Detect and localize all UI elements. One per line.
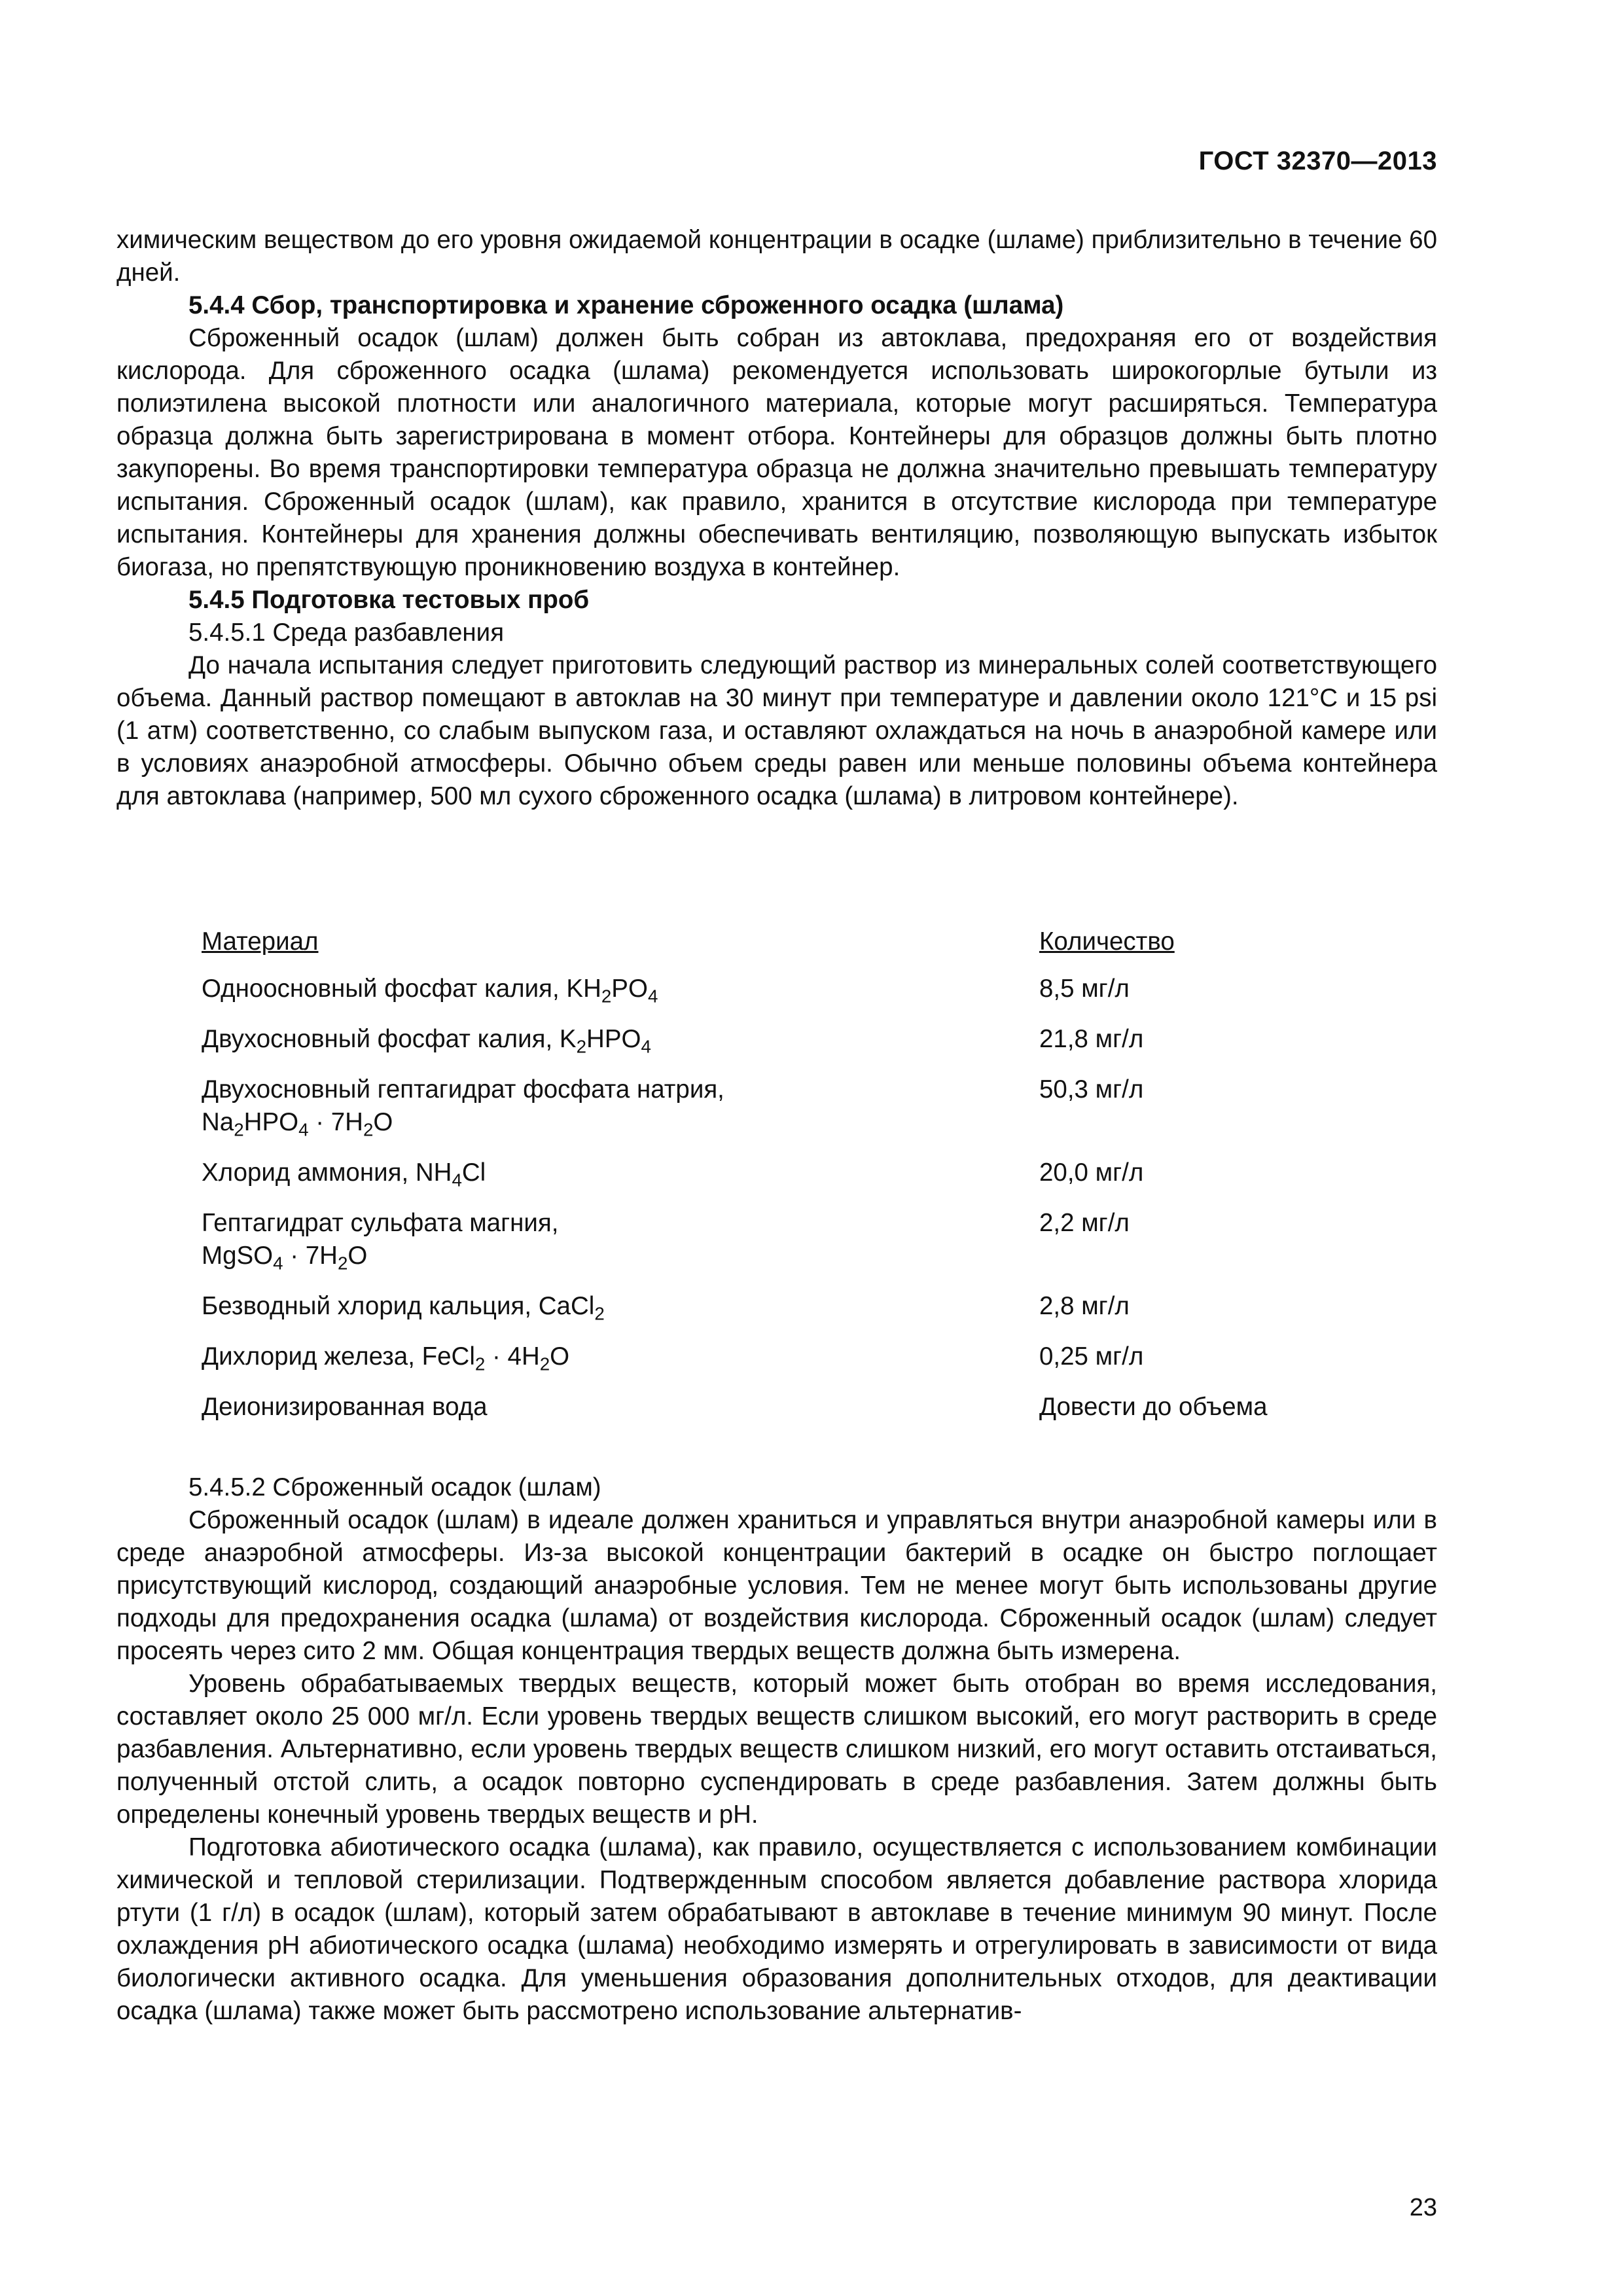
- body-text-top: [116, 224, 1437, 813]
- page-number: 23: [1409, 2194, 1437, 2221]
- table-row: [202, 1290, 1425, 1340]
- chemical-formula: MgSO$_4$ · $7H_2O$: [202, 1242, 368, 1274]
- material-cell: Безводный хлорид кальция, CaCl$_2$: [202, 1292, 605, 1324]
- paragraph-continuation: химическим веществом до его уровня ожидаемой концентрации в осадке (шламе) приблизительно в течение 60 дней.: [116, 226, 1437, 287]
- table-row: [202, 1391, 1425, 1441]
- subsection-heading-5-4-5-1: 5.4.5.1 Среда разбавления: [188, 619, 505, 647]
- document-page: [116, 0, 1437, 2296]
- quantity-cell: 2,2 мг/л: [1039, 1209, 1130, 1237]
- body-text-bottom: [116, 1471, 1437, 2028]
- table-row: [202, 973, 1425, 1023]
- table-row: [202, 1340, 1425, 1391]
- section-heading-5-4-4: 5.4.4 Сбор, транспортировка и хранение сброженного осадка (шлама): [188, 291, 1064, 319]
- material-cell: Хлорид аммония, $NH_4Cl$: [202, 1158, 486, 1191]
- material-cell: Деионизированная вода: [202, 1393, 488, 1421]
- quantity-cell: 21,8 мг/л: [1039, 1025, 1144, 1053]
- table-row: [202, 1023, 1425, 1073]
- paragraph-5-4-5-1: До начала испытания следует приготовить следующий раствор из минеральных солей соответствующего объема. Данный раствор помещают в автоклав на 30 минут при температуре и давлении около 121°С и 15 psi (1 атм) соответственно, со слабым выпуском газа, и оставляют охлаждаться на ночь в анаэробной камере или в условиях анаэробной атмосферы. Обычно объем среды равен или меньше половины объема контейнера для автоклава (например, 500 мл сухого сброженного осадка (шлама) в литровом контейнере).: [116, 651, 1437, 810]
- quantity-cell: 0,25 мг/л: [1039, 1342, 1144, 1371]
- chemical-formula: $K_2HPO_4$: [559, 1025, 651, 1057]
- quantity-cell: 2,8 мг/л: [1039, 1292, 1130, 1320]
- table-row: [202, 1073, 1425, 1157]
- subsection-heading-5-4-5-2: 5.4.5.2 Сброженный осадок (шлам): [188, 1473, 601, 1501]
- table-row: [202, 1207, 1425, 1290]
- chemical-formula: $NH_4Cl$: [415, 1158, 486, 1191]
- column-header-material: Материал: [202, 927, 319, 956]
- quantity-cell: Довести до объема: [1039, 1393, 1268, 1421]
- paragraph-5-4-5-2-c: Подготовка абиотического осадка (шлама), как правило, осуществляется с использованием комбинации химической и тепловой стерилизации. Подтвержденным способом является добавление раствора хлорида ртути (1 г/л) в осадок (шлам), который затем обрабатывают в автоклаве в течение минимум 90 минут. После охлаждения рН абиотического осадка (шлама) необходимо измерять и отрегулировать в зависимости от вида биологически активного осадка. Для уменьшения образования дополнительных отходов, для деактивации осадка (шлама) также может быть рассмотрено использование альтернатив-: [116, 1833, 1437, 2025]
- paragraph-5-4-5-2-b: Уровень обрабатываемых твердых веществ, который может быть отобран во время исследования, составляет около 25 000 мг/л. Если уровень твердых веществ слишком высокий, его могут растворить в среде разбавления. Альтернативно, если уровень твердых веществ слишком низкий, его могут оставить отстаиваться, полученный отстой слить, а осадок повторно суспендировать в среде разбавления. Затем должны быть определены конечный уровень твердых веществ и рН.: [116, 1670, 1437, 1829]
- chemical-formula: $KH_2PO_4$: [566, 975, 658, 1007]
- document-code-header: ГОСТ 32370—2013: [1198, 147, 1437, 175]
- section-heading-5-4-5: 5.4.5 Подготовка тестовых проб: [188, 586, 590, 614]
- quantity-cell: 8,5 мг/л: [1039, 975, 1130, 1003]
- table-header-row: [202, 925, 1425, 973]
- chemical-formula: $Na_2HPO_4 \cdot 7H_2O$: [202, 1108, 393, 1140]
- paragraph-5-4-5-2-a: Сброженный осадок (шлам) в идеале должен храниться и управляться внутри анаэробной камеры или в среде анаэробной атмосферы. Из-за высокой концентрации бактерий в осадке он быстро поглощает присутствующий кислород, создающий анаэробные условия. Тем не менее могут быть использованы другие подходы для предохранения осадка (шлама) от воздействия кислорода. Сброженный осадок (шлам) следует просеять через сито 2 мм. Общая концентрация твердых веществ должна быть измерена.: [116, 1506, 1437, 1665]
- quantity-cell: 20,0 мг/л: [1039, 1158, 1144, 1187]
- material-cell: Дихлорид железа, FeCl$_2$ · $4H_2O$: [202, 1342, 570, 1374]
- table-row: [202, 1157, 1425, 1207]
- chemical-formula: FeCl$_2$ · $4H_2O$: [421, 1342, 570, 1374]
- quantity-cell: 50,3 мг/л: [1039, 1075, 1144, 1103]
- material-cell: Двухосновный гептагидрат фосфата натрия, $Na_2HPO_4 \cdot 7H_2O$: [202, 1075, 724, 1140]
- chemical-formula: CaCl$_2$: [538, 1292, 605, 1324]
- material-cell: Одноосновный фосфат калия, $KH_2PO_4$: [202, 975, 658, 1007]
- material-cell: Гептагидрат сульфата магния, MgSO$_4$ · $7H_2O$: [202, 1209, 559, 1274]
- column-header-quantity: Количество: [1039, 927, 1175, 956]
- paragraph-5-4-4: Сброженный осадок (шлам) должен быть собран из автоклава, предохраняя его от воздействия кислорода. Для сброженного осадка (шлама) рекомендуется использовать широкогорлые бутыли из полиэтилена высокой плотности или аналогичного материала, которые могут расширяться. Температура образца должна быть зарегистрирована в момент отбора. Контейнеры для образцов должны быть плотно закупорены. Во время транспортировки температура образца не должна значительно превышать температуру испытания. Сброженный осадок (шлам), как правило, хранится в отсутствие кислорода при температуре испытания. Контейнеры для хранения должны обеспечивать вентиляцию, позволяющую выпускать избыток биогаза, но препятствующую проникновению воздуха в контейнер.: [116, 324, 1437, 581]
- material-cell: Двухосновный фосфат калия, $K_2HPO_4$: [202, 1025, 651, 1057]
- mineral-salts-table: [202, 925, 1425, 1441]
